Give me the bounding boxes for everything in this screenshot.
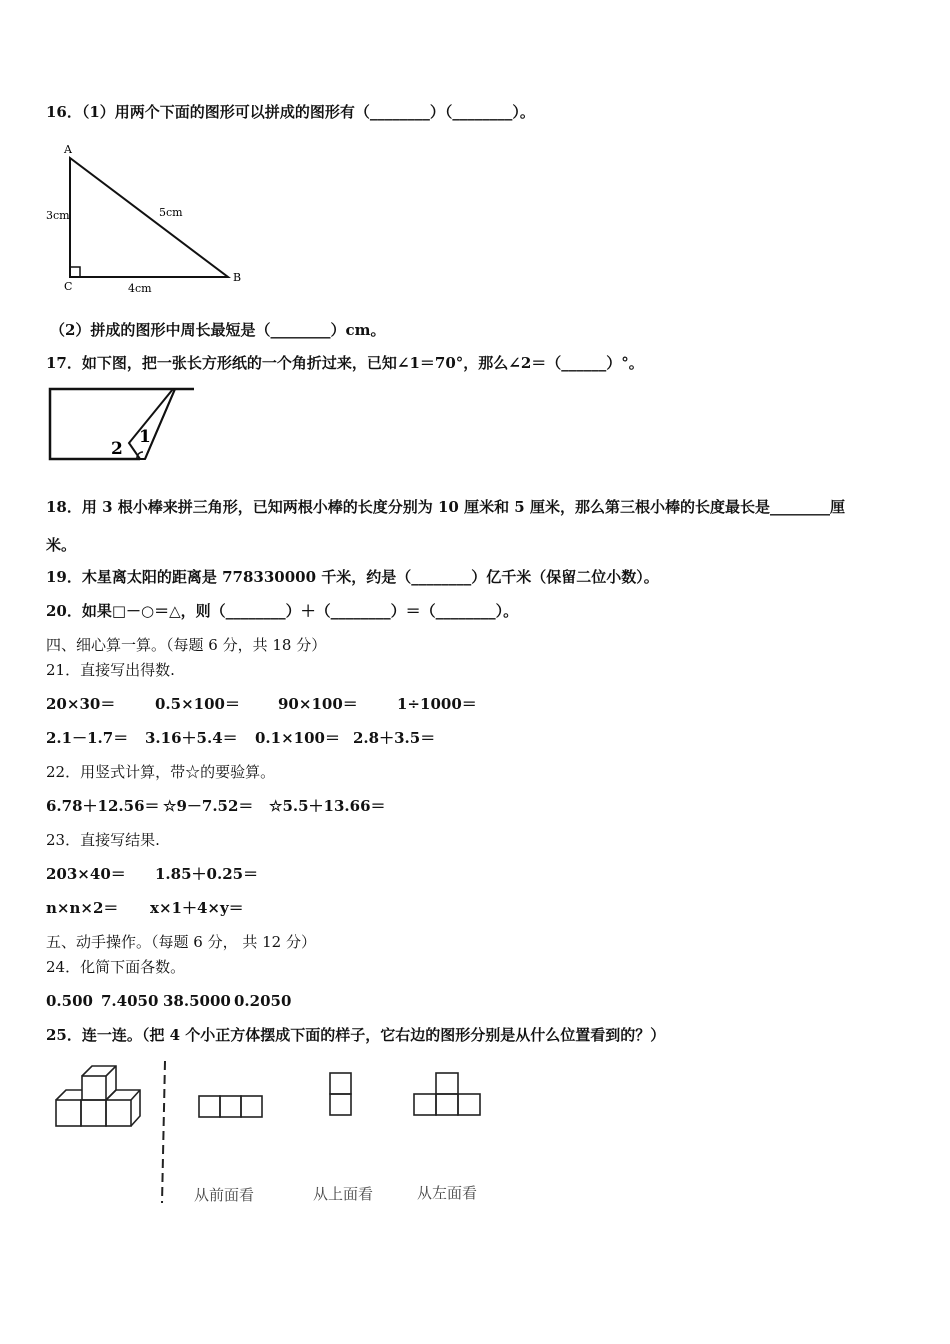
left-view-label: 从左面看 [417, 1184, 478, 1202]
q18-line2: 米。 [46, 536, 77, 554]
q21-item: 3.16＋5.4＝ [145, 729, 238, 747]
dashed-divider [162, 1061, 165, 1203]
q21-item: 20×30＝ [46, 695, 116, 713]
q22-item: 6.78＋12.56＝ [46, 797, 160, 815]
side-cb-label: 4cm [128, 282, 152, 295]
q22-item: ☆5.5＋13.66＝ [269, 797, 386, 815]
q23-row2 [46, 898, 244, 918]
q22-items [46, 796, 386, 816]
q24-item: 7.4050 [101, 992, 159, 1010]
q21-row2 [46, 728, 435, 748]
folded-corner [129, 389, 175, 459]
q17-text: 17．如下图，把一张长方形纸的一个角折过来，已知∠1＝70°，那么∠2＝（______）°。 [46, 354, 644, 372]
q19-text: 19．木星离太阳的距离是 778330000 千米，约是（________）亿千米（保留二位小数）。 [46, 568, 659, 586]
q23-item: x×1＋4×y＝ [150, 899, 244, 917]
q24-item: 38.5000 [163, 992, 231, 1010]
section4-title: 四、细心算一算。（每题 6 分，共 18 分） [46, 636, 327, 654]
q22-item: ☆9－7.52＝ [163, 797, 254, 815]
right-triangle-figure [40, 140, 260, 300]
q16-line2: （2）拼成的图形中周长最短是（________）cm。 [50, 321, 386, 339]
side-ab-label: 5cm [159, 206, 183, 219]
q18-line1: 18．用 3 根小棒来拼三角形，已知两根小棒的长度分别为 10 厘米和 5 厘米，那么第三根小棒的长度最长是________厘 [46, 498, 845, 516]
angle-2-label: 2 [111, 439, 123, 459]
q25-title: 25．连一连。（把 4 个小正方体摆成下面的样子，它右边的图形分别是从什么位置看到的？） [46, 1026, 666, 1044]
cube-views-figure [40, 1055, 510, 1215]
section5-title: 五、动手操作。（每题 6 分， 共 12 分） [46, 933, 316, 951]
side-ac-label: 3cm [46, 209, 70, 222]
q20-text: 20．如果□－○＝△，则（________）＋（________）＝（________）。 [46, 602, 519, 620]
front-view-shape [199, 1096, 262, 1117]
cube-stack-drawing [56, 1066, 140, 1126]
q23-row1 [46, 864, 258, 884]
vertex-c-label: C [64, 280, 73, 293]
left-view-shape [414, 1073, 480, 1115]
q21-item: 0.5×100＝ [155, 695, 240, 713]
q23-item: 203×40＝ [46, 865, 126, 883]
top-view-shape [330, 1073, 351, 1115]
q23-title: 23．直接写结果. [46, 831, 160, 849]
q21-item: 1÷1000＝ [397, 695, 477, 713]
q24-item: 0.2050 [234, 992, 292, 1010]
triangle-shape [70, 158, 228, 277]
q22-title: 22．用竖式计算，带☆的要验算。 [46, 763, 276, 781]
vertex-b-label: B [233, 271, 242, 284]
q21-title: 21．直接写出得数. [46, 661, 175, 679]
q23-item: 1.85＋0.25＝ [155, 865, 259, 883]
fold-line [145, 389, 175, 459]
q24-items [46, 991, 291, 1011]
q21-row1 [46, 694, 477, 714]
q24-item: 0.500 [46, 992, 93, 1010]
q21-item: 2.1－1.7＝ [46, 729, 129, 747]
vertex-a-label: A [64, 143, 72, 156]
top-view-label: 从上面看 [313, 1185, 374, 1203]
q16-line1: 16．（1）用两个下面的图形可以拼成的图形有（________）（________）。 [46, 103, 535, 121]
right-angle-mark [70, 267, 80, 277]
angle-1-label: 1 [139, 427, 151, 447]
folded-paper-figure [48, 386, 188, 466]
q24-title: 24．化简下面各数。 [46, 958, 186, 976]
front-view-label: 从前面看 [194, 1186, 255, 1204]
q21-item: 90×100＝ [278, 695, 358, 713]
q21-item: 2.8＋3.5＝ [353, 729, 436, 747]
q23-item: n×n×2＝ [46, 899, 119, 917]
q21-item: 0.1×100＝ [255, 729, 340, 747]
